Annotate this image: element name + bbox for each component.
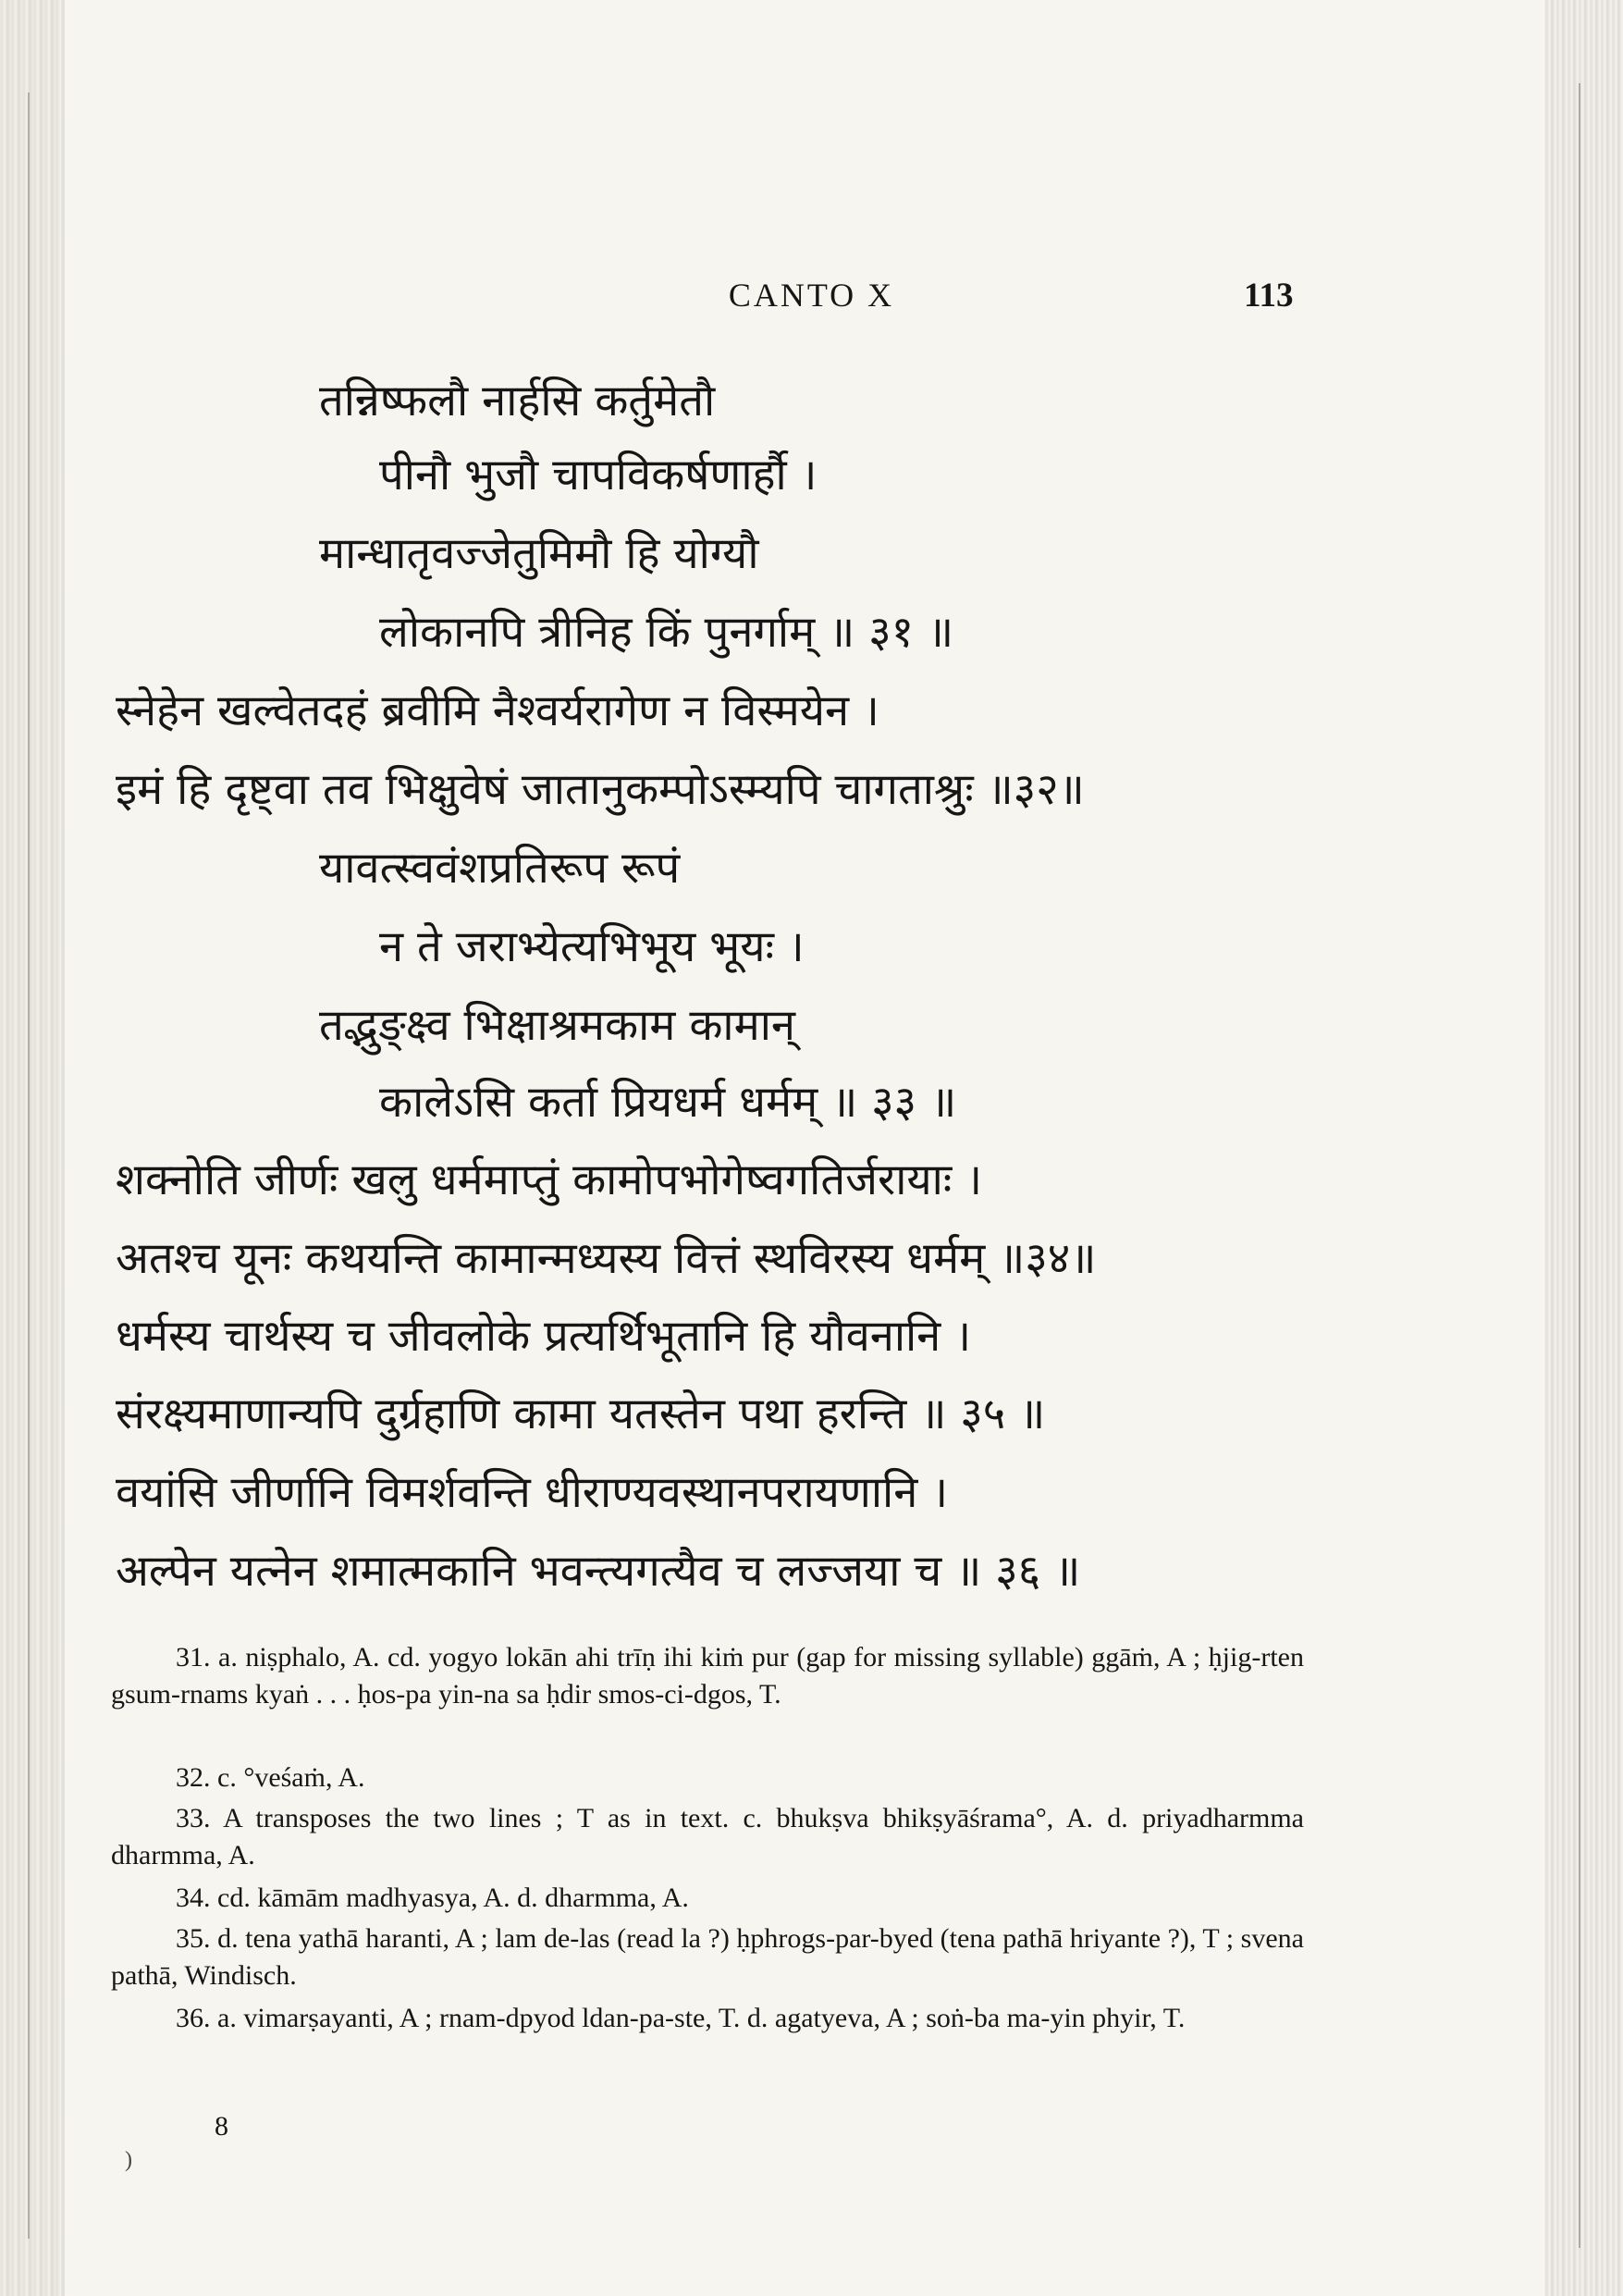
page-number: 113 xyxy=(1244,277,1294,315)
verse-31-line-d: लोकानपि त्रीनिह किं पुनर्गाम् ॥ ३१ ॥ xyxy=(379,607,954,658)
verse-31-line-b: पीनौ भुजौ चापविकर्षणार्हौ । xyxy=(379,450,818,500)
verse-34-line-b: अतश्च यूनः कथयन्ति कामान्मध्यस्य वित्तं स्थविरस्य धर्मम् ॥३४॥ xyxy=(116,1233,1097,1284)
footnote-32: 32. c. °veśaṁ, A. xyxy=(176,1762,365,1793)
running-title: CANTO X xyxy=(728,277,895,314)
verse-34-line-a: शक्नोति जीर्णः खलु धर्ममाप्तुं कामोपभोगेष्वगतिर्जरायाः । xyxy=(116,1154,983,1205)
verse-33-line-c: तद्भुङ्क्ष्व भिक्षाश्रमकाम कामान् xyxy=(319,1000,795,1051)
verse-31-line-c: मान्धातृवज्जेतुमिमौ हि योग्यौ xyxy=(319,528,759,579)
binding-shadow-right xyxy=(1579,83,1580,2248)
footnote-34: 34. cd. kāmām madhyasya, A. d. dharmma, A. xyxy=(176,1882,689,1913)
verse-35-line-a: धर्मस्य चार्थस्य च जीवलोके प्रत्यर्थिभूतानि हि यौवनानि । xyxy=(116,1311,972,1362)
stray-mark: ) xyxy=(125,2148,132,2172)
page-edge-right xyxy=(1544,0,1623,2296)
footnote-36: 36. a. vimarṣayanti, A ; rnam-dpyod ldan-pa-ste, T. d. agatyeva, A ; soṅ-ba ma-yin phyir, T. xyxy=(176,2003,1186,2033)
verse-32-line-a: स्नेहेन खल्वेतदहं ब्रवीमि नैश्वर्यरागेण न विस्मयेन । xyxy=(116,685,879,736)
signature-mark: 8 xyxy=(215,2111,228,2142)
verse-33-line-d: कालेऽसि कर्ता प्रियधर्म धर्मम् ॥ ३३ ॥ xyxy=(379,1077,957,1128)
verse-32-line-b: इमं हि दृष्ट्वा तव भिक्षुवेषं जातानुकम्पोऽस्म्यपि चागताश्रुः ॥३२॥ xyxy=(116,764,1085,815)
verse-33-line-a: यावत्स्ववंशप्रतिरूप रूपं xyxy=(319,843,681,894)
verse-35-line-b: संरक्ष्यमाणान्यपि दुर्ग्रहाणि कामा यतस्तेन पथा हरन्ति ॥ ३५ ॥ xyxy=(116,1389,1046,1439)
footnote-31: 31. a. niṣphalo, A. cd. yogyo lokān ahi trīṇ ihi kiṁ pur (gap for missing syllable) ggāṁ, A ; ḥjig-rten gsum-rnams kyaṅ . . . ḥos-pa yin-na sa ḥdir smos-ci-dgos, T. xyxy=(111,1642,1304,1710)
verse-36-line-a: वयांसि जीर्णानि विमर्शवन्ति धीराण्यवस्थानपरायणानि । xyxy=(116,1467,949,1518)
footnote-33: 33. A transposes the two lines ; T as in text. c. bhukṣva bhikṣyāśrama°, A. d. priyadharmma dharmma, A. xyxy=(111,1803,1304,1870)
verse-31-line-a: तन्निष्फलौ नार्हसि कर्तुमेतौ xyxy=(319,376,716,426)
footnote-35: 35. d. tena yathā haranti, A ; lam de-las (read la ?) ḥphrogs-par-byed (tena pathā hriyante ?), T ; svena pathā, Windisch. xyxy=(111,1923,1304,1991)
page-edge-left xyxy=(0,0,65,2296)
verse-36-line-b: अल्पेन यत्नेन शमात्मकानि भवन्त्यगत्यैव च लज्जया च ॥ ३६ ॥ xyxy=(116,1546,1081,1597)
verse-33-line-b: न ते जराभ्येत्यभिभूय भूयः । xyxy=(379,921,805,972)
binding-shadow-left xyxy=(28,93,30,2239)
